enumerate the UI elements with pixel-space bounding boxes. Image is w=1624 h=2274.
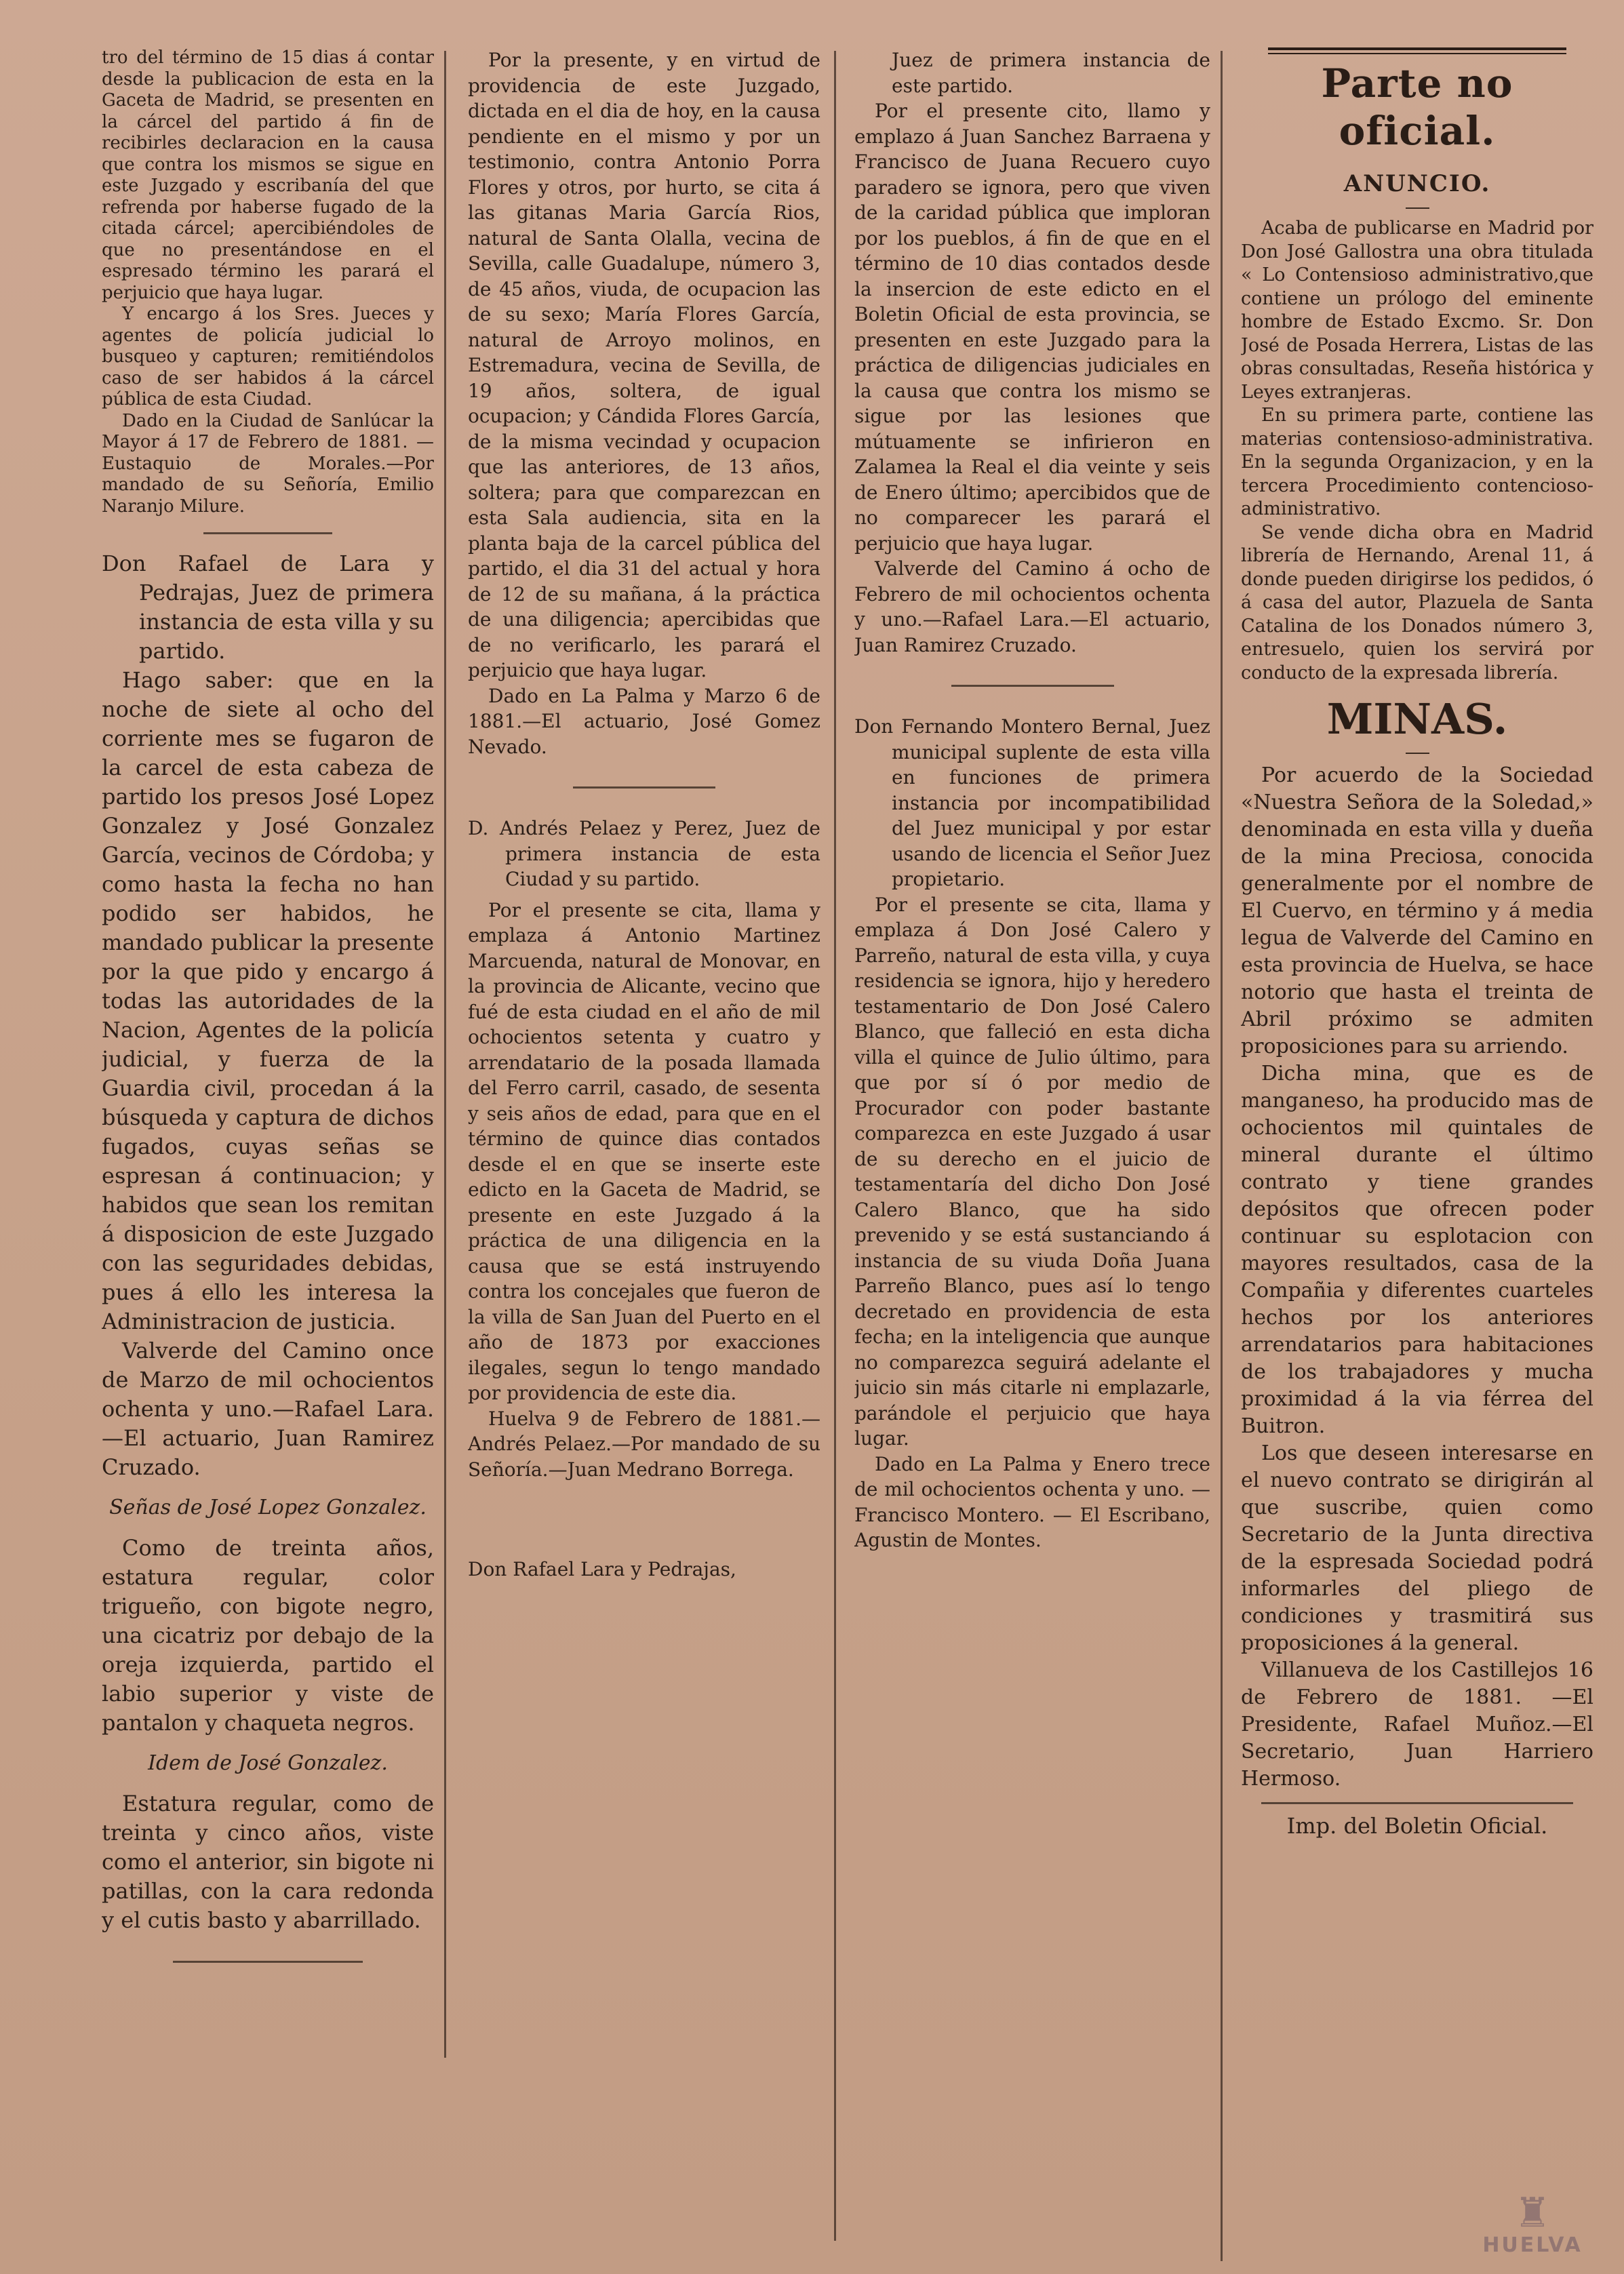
section-divider xyxy=(573,786,715,789)
short-divider xyxy=(1406,207,1429,209)
column-2 xyxy=(468,47,820,2260)
section-divider xyxy=(951,685,1114,687)
edict-paragraph: Y encargo á los Sres. Jueces y agentes de policía judicial lo busqueo y capturen; remitiéndolos caso de ser habidos á la cárcel pública de esta Ciudad. xyxy=(102,304,434,410)
edict-heading-start: Don Rafael Lara y Pedrajas, xyxy=(468,1558,736,1580)
column-4 xyxy=(1241,47,1593,2260)
announcement-title: ANUNCIO. xyxy=(1343,170,1491,197)
announcement-paragraph: En su primera parte, contiene las materias contensioso-administrativa. En la segunda Organizacion, y en la tercera Procedimiento contencioso-administrativo. xyxy=(1241,405,1593,519)
announcement-paragraph: Acaba de publicarse en Madrid por Don José Gallostra una obra titulada « Lo Contensioso administrativo,que contiene un prólogo del eminente hombre de Estado Excmo. Sr. Don José de Posada Herrera, Listas de las obras consultadas, Reseña histórica y Leyes extranjeras. xyxy=(1241,218,1593,403)
edict-heading: Don Fernando Montero Bernal, Juez municipal suplente de esta villa en funciones de primera instancia por incompatibilidad del Juez municipal y por estar usando de licencia el Señor Juez propietario. xyxy=(854,715,1210,890)
announcement-paragraph: Se vende dicha obra en Madrid librería de Hernando, Arenal 11, á donde pueden dirigirse los pedidos, ó á casa del autor, Plazuela de Santa Catalina de los Donados número 3, entresuelo, quien los servirá por conducto de la expresada librería. xyxy=(1241,521,1593,683)
description-text: Estatura regular, como de treinta y cinco años, viste como el anterior, sin bigote ni patillas, con la cara redonda y el cutis basto y abarrillado. xyxy=(102,1791,434,1933)
archive-stamp xyxy=(1468,2189,1597,2257)
edict-heading: D. Andrés Pelaez y Perez, Juez de primera instancia de esta Ciudad y su partido. xyxy=(468,817,820,890)
edict-continuation: tro del término de 15 dias á contar desde la publicacion de esta en la Gaceta de Madrid, se presenten en la cárcel del partido á fin de recibirles declaracion en la causa que contra los mismos se sigue en este Juzgado y escribanía del que refrenda por haberse fugado de la citada cárcel; apercibiéndoles de que no presentándose en el espresado término les parará el perjuicio que haya lugar. xyxy=(102,47,434,303)
subsection-title: Idem de José Gonzalez. xyxy=(148,1751,388,1775)
section-title: Parte no oficial. xyxy=(1321,60,1513,154)
edict-signature: Dado en La Palma y Marzo 6 de 1881.—El actuario, José Gomez Nevado. xyxy=(468,684,820,758)
crown-seal-icon: ♜ xyxy=(1514,2189,1551,2237)
edict-paragraph: Por la presente, y en virtud de providencia de este Juzgado, dictada en el dia de hoy, en la causa pendiente en el mismo y por un testimonio, contra Antonio Porra Flores y otros, por hurto, se cita á las gitanas Maria García Rios, natural de Santa Olalla, vecina de Sevilla, calle Guadalupe, número 3, de 45 años, viuda, de ocupacion las de su sexo; María Flores García, natural de Arroyo molinos, en Estremadura, vecina de Sevilla, de 19 años, soltera, de igual ocupacion; y Cándida Flores García, de la misma vecindad y ocupacion que las anteriores, de 13 años, soltera; para que comparezcan en esta Sala audiencia, sita en la planta baja de la carcel pública del partido, el dia 31 del actual y hora de 12 de su mañana, á la práctica de una diligencia; apercibidas que de no verificarlo, les parará el perjuicio que haya lugar. xyxy=(468,49,820,681)
edict-paragraph: Hago saber: que en la noche de siete al ocho del corriente mes se fugaron de la carcel de esta cabeza de partido los presos José Lopez Gonzalez y José Gonzalez García, vecinos de Córdoba; y como hasta la fecha no han podido ser habidos, he mandado publicar la presente por la que pido y encargo á todas las autoridades de la Nacion, Agentes de la policía judicial, y fuerza de la Guardia civil, procedan á la búsqueda y captura de dichos fugados, cuyas señas se espresan á continuacion; y habidos que sean los remitan á disposicion de este Juzgado con las seguridades debidas, pues á ello les interesa la Administracion de justicia. xyxy=(102,667,434,1334)
mines-signature: Villanueva de los Castillejos 16 de Febrero de 1881. —El Presidente, Rafael Muñoz.—El Secretario, Juan Harriero Hermoso. xyxy=(1241,1658,1593,1791)
footer-rule xyxy=(1261,1802,1573,1804)
edict-signature: Huelva 9 de Febrero de 1881.—Andrés Pelaez.—Por mandado de su Señoría.—Juan Medrano Borrega. xyxy=(468,1407,820,1481)
header-rule xyxy=(1268,47,1566,54)
edict-signature: Valverde del Camino once de Marzo de mil ochocientos ochenta y uno.—Rafael Lara. —El actuario, Juan Ramirez Cruzado. xyxy=(102,1338,434,1480)
edict-paragraph: Por el presente se cita, llama y emplaza á Antonio Martinez Marcuenda, natural de Monovar, en la provincia de Alicante, vecino que fué de esta ciudad en el año de mil ochocientos setenta y cuatro y arrendatario de la posada llamada del Ferro carril, casado, de sesenta y seis años de edad, para que en el término de quince dias contados desde el en que se inserte este edicto en la Gaceta de Madrid, se presente en este Juzgado á la práctica de una diligencia en la causa que se está instruyendo contra los concejales que fueron de la villa de San Juan del Puerto en el año de 1873 por exacciones ilegales, segun lo tengo mandado por providencia de este dia. xyxy=(468,898,820,1404)
column-rule xyxy=(834,51,836,2241)
column-3 xyxy=(854,47,1210,2260)
edict-signature: Dado en La Palma y Enero trece de mil ochocientos ochenta y uno. — Francisco Montero. — El Escribano, Agustin de Montes. xyxy=(854,1452,1210,1551)
mines-paragraph: Dicha mina, que es de manganeso, ha producido mas de ochocientos mil quintales de mineral durante el último contrato y tiene grandes depósitos que ofrecen poder continuar su esplotacion con mayores resultados, casa de la Compañia y diferentes cuarteles hechos por los anteriores arrendatarios para habitaciones de los trabajadores y mucha proximidad á la via férrea del Buitron. xyxy=(1241,1062,1593,1438)
mines-paragraph: Los que deseen interesarse en el nuevo contrato se dirigirán al que suscribe, quien como Secretario de la Junta directiva de la espresada Sociedad podrá informarles del pliego de condiciones y trasmitirá sus proposiciones á la general. xyxy=(1241,1441,1593,1655)
short-divider xyxy=(1406,753,1429,754)
column-1 xyxy=(102,47,434,2260)
column-rule xyxy=(1221,51,1223,2261)
edict-signature: Dado en la Ciudad de Sanlúcar la Mayor á 17 de Febrero de 1881. —Eustaquio de Morales.—Por mandado de su Señoría, Emilio Naranjo Milure. xyxy=(102,410,434,517)
description-text: Como de treinta años, estatura regular, color trigueño, con bigote negro, una cicatriz por debajo de la oreja izquierda, partido el labio superior y viste de pantalon y chaqueta negros. xyxy=(102,1535,434,1736)
subsection-title: Señas de José Lopez Gonzalez. xyxy=(109,1496,427,1519)
edict-heading: Don Rafael de Lara y Pedrajas, Juez de primera instancia de esta villa y su partido. xyxy=(102,551,434,664)
section-divider xyxy=(203,532,332,534)
edict-heading-end: Juez de primera instancia de este partido. xyxy=(892,49,1210,97)
edict-paragraph: Por el presente se cita, llama y emplaza á Don José Calero y Parreño, natural de esta villa, y cuya residencia se ignora, hijo y heredero testamentario de Don José Calero Blanco, que falleció en esta dicha villa el quince de Julio último, para que por sí ó por medio de Procurador con poder bastante comparezca en este Juzgado á usar de su derecho en el juicio de testamentaría del dicho Don José Calero Blanco, que ha sido prevenido y se está sustanciando á instancia de su viuda Doña Juana Parreño Blanco, pues así lo tengo decretado en providencia de esta fecha; en la inteligencia que aunque no comparezca seguirá adelante el juicio sin más citarle ni emplazarle, parándole el perjuicio que haya lugar. xyxy=(854,893,1210,1450)
printer-credit: Imp. del Boletin Oficial. xyxy=(1286,1813,1548,1839)
section-divider xyxy=(173,1961,363,1963)
edict-signature: Valverde del Camino á ocho de Febrero de mil ochocientos ochenta y uno.—Rafael Lara.—El actuario, Juan Ramirez Cruzado. xyxy=(854,557,1210,656)
mines-title: MINAS. xyxy=(1326,694,1508,744)
column-rule xyxy=(444,51,446,2058)
edict-paragraph: Por el presente cito, llamo y emplazo á Juan Sanchez Barraena y Francisco de Juana Recuero cuyo paradero se ignora, pero que viven de la caridad pública que imploran por los pueblos, á fin de que en el término de 10 dias contados desde la insercion de este edicto en el Boletin Oficial de esta provincia, se presenten en este Juzgado para la práctica de diligencias judiciales en la causa que contra los mismo se sigue por las lesiones que mútuamente se infirieron en Zalamea la Real el dia veinte y seis de Enero último; apercibidos que de no comparecer les parará el perjuicio que haya lugar. xyxy=(854,100,1210,555)
mines-paragraph: Por acuerdo de la Sociedad «Nuestra Señora de la Soledad,» denominada en esta villa y dueña de la mina Preciosa, conocida generalmente por el nombre de El Cuervo, en término y á media legua de Valverde del Camino en esta provincia de Huelva, se hace notorio que hasta el treinta de Abril próximo se admiten proposiciones para su arriendo. xyxy=(1241,763,1593,1058)
stamp-text: HUELVA xyxy=(1482,2233,1583,2257)
